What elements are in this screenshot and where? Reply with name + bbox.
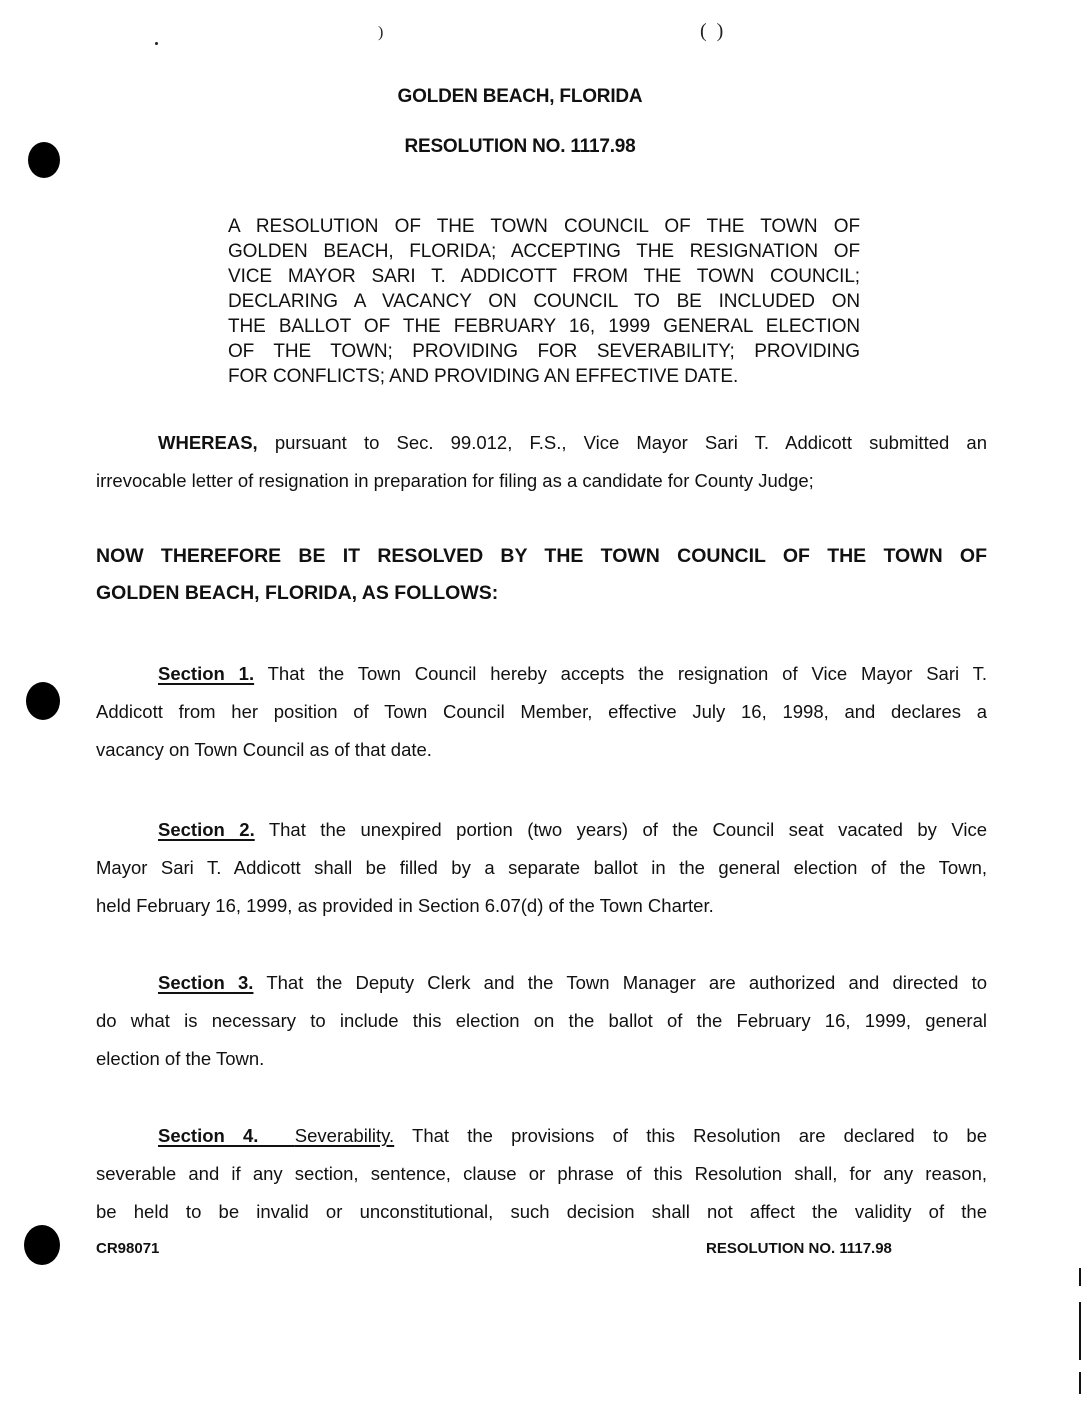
whereas-text: pursuant to Sec. 99.012, F.S., Vice Mayor Sari T. Addicott submitted an [257,432,987,453]
caption-line: GOLDEN BEACH, FLORIDA; ACCEPTING THE RESIGNATION OF [228,241,860,262]
section-text: That the unexpired portion (two years) of the Council seat vacated by Vice [254,819,987,840]
section-heading: Section 2. [158,819,255,840]
caption-line: VICE MAYOR SARI T. ADDICOTT FROM THE TOWN COUNCIL; [228,266,860,287]
scan-edge-line [1079,1302,1081,1360]
section-subheading [258,1125,394,1146]
section-heading: Section 3. [158,972,254,993]
section-text: That the Town Council hereby accepts the resignation of Vice Mayor Sari T. [254,663,987,684]
section-heading: Section 4. [158,1125,259,1146]
section-2 [96,811,987,925]
section-line [96,964,987,1002]
section-line: Mayor Sari T. Addicott shall be filled by a separate ballot in the general election of the Town, [96,857,987,878]
section-line: vacancy on Town Council as of that date. [96,739,432,760]
section-1 [96,655,987,769]
caption-line: A RESOLUTION OF THE TOWN COUNCIL OF THE TOWN OF [228,216,860,237]
section-4 [96,1117,987,1231]
section-line: election of the Town. [96,1048,265,1069]
caption-line: FOR CONFLICTS; AND PROVIDING AN EFFECTIVE DATE. [228,366,739,387]
resolved-line: GOLDEN BEACH, FLORIDA, AS FOLLOWS: [96,582,499,604]
whereas-lead: WHEREAS, [158,432,258,453]
punch-hole-3 [24,1225,60,1265]
scan-mark: ) [378,24,384,41]
resolved-clause [96,538,987,612]
section-subheading-text: Severability. [294,1125,395,1146]
section-line: Addicott from her position of Town Council Member, effective July 16, 1998, and declares a [96,701,987,722]
section-line: do what is necessary to include this election on the ballot of the February 16, 1999, general [96,1010,987,1031]
resolved-line: NOW THEREFORE BE IT RESOLVED BY THE TOWN COUNCIL OF THE TOWN OF [96,545,987,567]
section-line: severable and if any section, sentence, clause or phrase of this Resolution shall, for any reason, [96,1163,987,1184]
section-line: be held to be invalid or unconstitutional, such decision shall not affect the validity of the [96,1201,987,1222]
section-3 [96,964,987,1078]
footer-resolution-number: RESOLUTION NO. 1117.98 [706,1240,892,1257]
caption-line: OF THE TOWN; PROVIDING FOR SEVERABILITY; PROVIDING [228,341,860,362]
resolution-caption [228,214,860,389]
scan-speck [155,42,158,45]
resolution-number-heading: RESOLUTION NO. 1117.98 [404,136,636,157]
section-line [96,1117,987,1155]
section-line [96,811,987,849]
scan-mark-parens: ( ) [700,20,724,42]
scan-edge-line [1079,1372,1081,1394]
section-line: held February 16, 1999, as provided in Section 6.07(d) of the Town Charter. [96,895,714,916]
scan-edge-line [1079,1268,1081,1286]
section-heading: Section 1. [158,663,255,684]
punch-hole-2 [26,682,60,720]
section-text: That the Deputy Clerk and the Town Manager are authorized and directed to [253,972,987,993]
section-text: That the provisions of this Resolution are declared to be [394,1125,988,1146]
whereas-line-1 [96,424,987,462]
footer-document-code: CR98071 [96,1240,160,1257]
section-line [96,655,987,693]
caption-line: DECLARING A VACANCY ON COUNCIL TO BE INCLUDED ON [228,291,860,312]
caption-line: THE BALLOT OF THE FEBRUARY 16, 1999 GENERAL ELECTION [228,316,860,337]
whereas-clause [96,424,987,500]
municipality-heading: GOLDEN BEACH, FLORIDA [397,86,643,107]
whereas-line-2: irrevocable letter of resignation in preparation for filing as a candidate for County Judge; [96,470,814,491]
